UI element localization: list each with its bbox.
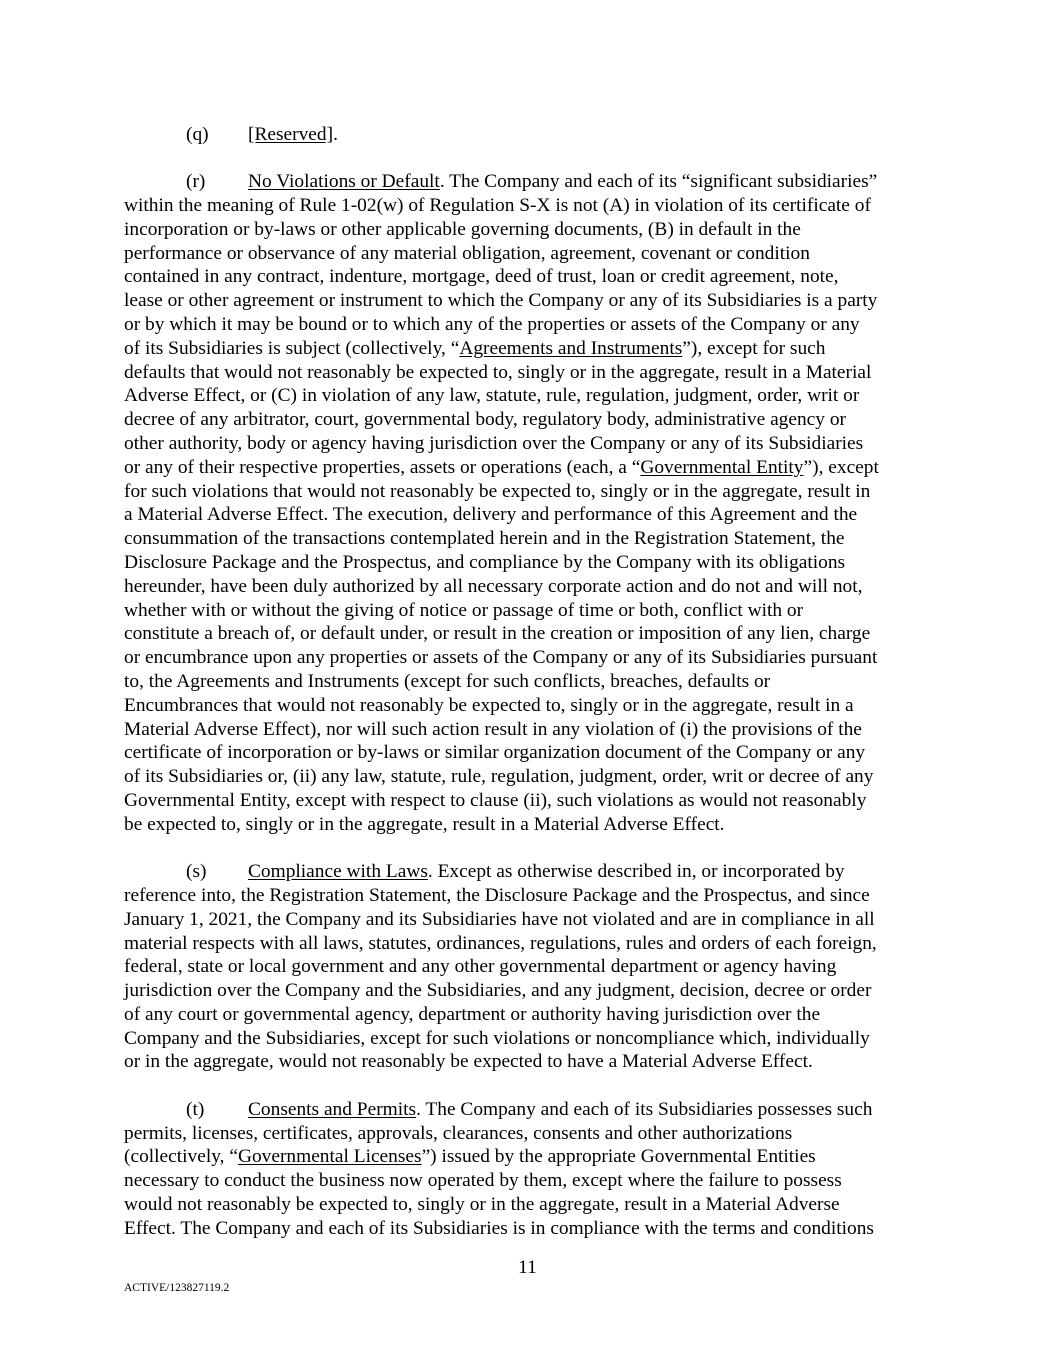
text-line: certificate of incorporation or by-laws or similar organization document of the Company or any xyxy=(124,742,866,764)
section-heading: No Violations or Default xyxy=(248,171,440,193)
section-label: (r) xyxy=(186,171,206,193)
text-line: would not reasonably be expected to, singly or in the aggregate, result in a Material Adverse xyxy=(124,1193,840,1215)
document-id: ACTIVE/123827119.2 xyxy=(124,1282,230,1294)
text-line: performance or observance of any material obligation, agreement, covenant or condition xyxy=(124,242,810,264)
text-line: or encumbrance upon any properties or assets of the Company or any of its Subsidiaries pursuant xyxy=(124,647,878,669)
text-segment: ”) issued by the appropriate Governmental Entities xyxy=(421,1146,816,1168)
section-heading-tail: . The Company and each of its “significant subsidiaries” xyxy=(439,171,878,193)
text-line: whether with or without the giving of notice or passage of time or both, conflict with or xyxy=(124,599,804,621)
text-segment: ”), except for such xyxy=(682,337,826,359)
defined-term: Governmental Entity xyxy=(640,456,804,478)
text-line: incorporation or by-laws or other applicable governing documents, (B) in default in the xyxy=(124,218,801,240)
text-segment: or any of their respective properties, assets or operations (each, a “ xyxy=(124,456,641,478)
section-first-line xyxy=(124,123,936,147)
text-line xyxy=(124,1145,936,1169)
section-first-line xyxy=(124,1098,936,1122)
defined-term: Agreements and Instruments xyxy=(459,337,683,359)
text-line: jurisdiction over the Company and the Subsidiaries, and any judgment, decision, decree or order xyxy=(124,980,872,1002)
text-segment: (collectively, “ xyxy=(124,1146,238,1168)
text-line: Effect. The Company and each of its Subsidiaries is in compliance with the terms and conditions xyxy=(124,1217,874,1239)
text-line: or by which it may be bound or to which any of the properties or assets of the Company or any xyxy=(124,314,860,336)
section-label: (t) xyxy=(186,1098,205,1120)
text-line xyxy=(124,337,936,361)
section-label: (q) xyxy=(186,124,209,145)
text-line xyxy=(124,456,936,480)
text-line: a Material Adverse Effect. The execution, delivery and performance of this Agreement and the xyxy=(124,504,858,526)
defined-term: Governmental Licenses xyxy=(237,1146,422,1168)
text-line: hereunder, have been duly authorized by all necessary corporate action and do not and will not, xyxy=(124,575,863,597)
text-line: Disclosure Package and the Prospectus, and compliance by the Company with its obligations xyxy=(124,552,846,574)
text-line: lease or other agreement or instrument to which the Company or any of its Subsidiaries is a party xyxy=(124,290,878,312)
text-line: January 1, 2021, the Company and its Subsidiaries have not violated and are in compliance in all xyxy=(124,908,875,930)
section-r xyxy=(124,170,936,836)
text-line: Adverse Effect, or (C) in violation of any law, statute, rule, regulation, judgment, order, writ or xyxy=(124,385,860,407)
text-line: material respects with all laws, statutes, ordinances, regulations, rules and orders of each foreign, xyxy=(124,932,877,954)
text-line: defaults that would not reasonably be expected to, singly or in the aggregate, result in a Material xyxy=(124,361,872,383)
section-s xyxy=(124,860,936,1074)
text-line: constitute a breach of, or default under, or result in the creation or imposition of any lien, charge xyxy=(124,623,871,645)
section-lines xyxy=(124,884,936,1074)
text-line: or in the aggregate, would not reasonably be expected to have a Material Adverse Effect. xyxy=(124,1051,813,1073)
section-heading: Compliance with Laws xyxy=(248,861,428,883)
text-line: federal, state or local government and any other governmental department or agency having xyxy=(124,956,837,978)
section-first-line xyxy=(124,860,936,884)
section-lines xyxy=(124,1122,936,1241)
section-t xyxy=(124,1098,936,1241)
section-label: (s) xyxy=(186,861,207,883)
text-line: contained in any contract, indenture, mortgage, deed of trust, loan or credit agreement, note, xyxy=(124,266,839,288)
text-line: of its Subsidiaries or, (ii) any law, statute, rule, regulation, judgment, order, writ or decree of any xyxy=(124,766,874,788)
text-line: to, the Agreements and Instruments (except for such conflicts, breaches, defaults or xyxy=(124,671,771,693)
section-heading-tail: . xyxy=(333,124,338,145)
page-number: 11 xyxy=(518,1257,537,1278)
text-line: necessary to conduct the business now operated by them, except where the failure to possess xyxy=(124,1170,842,1192)
section-heading: Consents and Permits xyxy=(248,1098,417,1120)
section-heading: [Reserved] xyxy=(248,124,334,145)
section-heading-tail: . The Company and each of its Subsidiaries possesses such xyxy=(416,1098,873,1120)
text-line: within the meaning of Rule 1-02(w) of Regulation S-X is not (A) in violation of its certificate of xyxy=(124,195,871,217)
text-line: Material Adverse Effect), nor will such action result in any violation of (i) the provisions of the xyxy=(124,718,862,740)
text-line: Governmental Entity, except with respect to clause (ii), such violations as would not reasonably xyxy=(124,790,867,812)
section-q xyxy=(124,123,936,147)
text-line: reference into, the Registration Statement, the Disclosure Package and the Prospectus, and since xyxy=(124,884,870,906)
text-line: Company and the Subsidiaries, except for such violations or noncompliance which, individually xyxy=(124,1027,870,1049)
section-heading-tail: . Except as otherwise described in, or incorporated by xyxy=(427,861,845,883)
body-text xyxy=(124,123,936,1264)
text-segment: ”), except xyxy=(803,456,879,478)
text-line: be expected to, singly or in the aggregate, result in a Material Adverse Effect. xyxy=(124,813,725,835)
text-line: other authority, body or agency having jurisdiction over the Company or any of its Subsidiaries xyxy=(124,433,864,455)
section-first-line xyxy=(124,170,936,194)
text-line: for such violations that would not reasonably be expected to, singly or in the aggregate, result in xyxy=(124,480,871,502)
text-segment: of its Subsidiaries is subject (collectively, “ xyxy=(124,337,460,359)
text-line: consummation of the transactions contemplated herein and in the Registration Statement, the xyxy=(124,528,845,550)
text-line: permits, licenses, certificates, approvals, clearances, consents and other authorizations xyxy=(124,1122,793,1144)
section-lines xyxy=(124,194,936,837)
text-line: of any court or governmental agency, department or authority having jurisdiction over the xyxy=(124,1003,821,1025)
text-line: Encumbrances that would not reasonably be expected to, singly or in the aggregate, result in a xyxy=(124,694,854,716)
text-line: decree of any arbitrator, court, governmental body, regulatory body, administrative agency or xyxy=(124,409,846,431)
